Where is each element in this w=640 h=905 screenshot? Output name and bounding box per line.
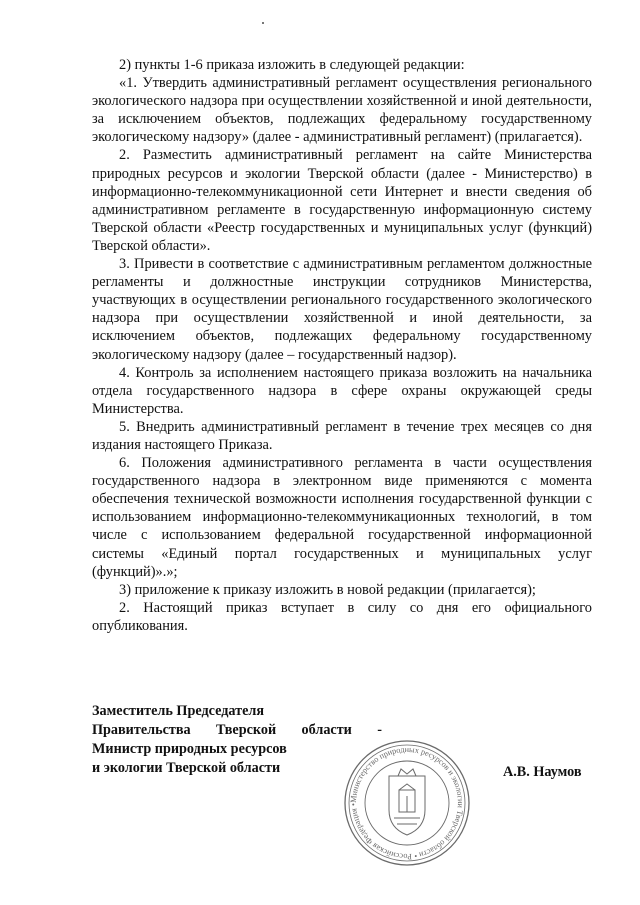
signer-title-word: - [377,722,382,738]
signer-title-line-1: Заместитель Председателя [92,703,265,719]
signer-title-word: области [301,722,352,738]
paragraph-item-6: 6. Положения административного регламента в части осуществления государственного надзора в электронном виде применяются с момента обеспечения технической возможности исполнения государственной функции с использованием информационно-телекоммуникационных технологий, в том числе с использованием федеральной государственной информационной системы «Единый портал государственных и муниципальных услуг (функций)».»; [92,455,592,580]
signer-name: А.В. Наумов [503,764,582,780]
paragraph-item-4: 4. Контроль за исполнением настоящего приказа возложить на начальника отдела государственного надзора в сфере охраны окружающей среды Министерства. [92,364,592,417]
order-text [92,56,592,635]
scan-artifact [262,22,264,24]
paragraph-effective-date: 2. Настоящий приказ вступает в силу со дня его официального опубликования. [92,599,592,634]
signer-title-line-3: Министр природных ресурсов [92,741,287,757]
paragraph-item-1: «1. Утвердить административный регламент осуществления регионального экологического надзора при осуществлении хозяйственной и иной деятельности, за исключением объектов, подлежащих федеральному государственному экологическому надзору» (далее - административный регламент) (прилагается). [92,75,592,146]
signer-title-line-4: и экологии Тверской области [92,760,281,776]
signer-title-word: Правительства [92,722,191,738]
seal-text: Министерство природных ресурсов и экологии Тверской области • Российская Федерация • [348,744,466,862]
coat-of-arms-icon [389,769,425,835]
signer-title-line-2 [92,721,382,740]
paragraph-item-3: 3. Привести в соответствие с административным регламентом должностные регламенты и должностные инструкции сотрудников Министерства, участвующих в осуществлении регионального государственного экологического надзора при осуществлении хозяйственной и иной деятельности, за исключением объектов, подлежащих федеральному государственному экологическому надзору (далее – государственный надзор). [92,256,592,363]
paragraph-amendment-3: 3) приложение к приказу изложить в новой редакции (прилагается); [119,581,536,598]
paragraph-item-2: 2. Разместить административный регламент на сайте Министерства природных ресурсов и экологии Тверской области (далее - Министерство) в информационно-телекоммуникационной сети Интернет и внести сведения об административном регламенте в государственную информационную систему Тверской области «Реестр государственных и муниципальных услуг (функций) Тверской области». [92,147,592,254]
paragraph-item-5: 5. Внедрить административный регламент в течение трех месяцев со дня издания настоящего Приказа. [92,418,592,453]
paragraph-amendment-2: 2) пункты 1-6 приказа изложить в следующей редакции: [119,57,465,73]
official-seal [342,738,472,868]
signer-title-word: Тверской [215,722,277,738]
